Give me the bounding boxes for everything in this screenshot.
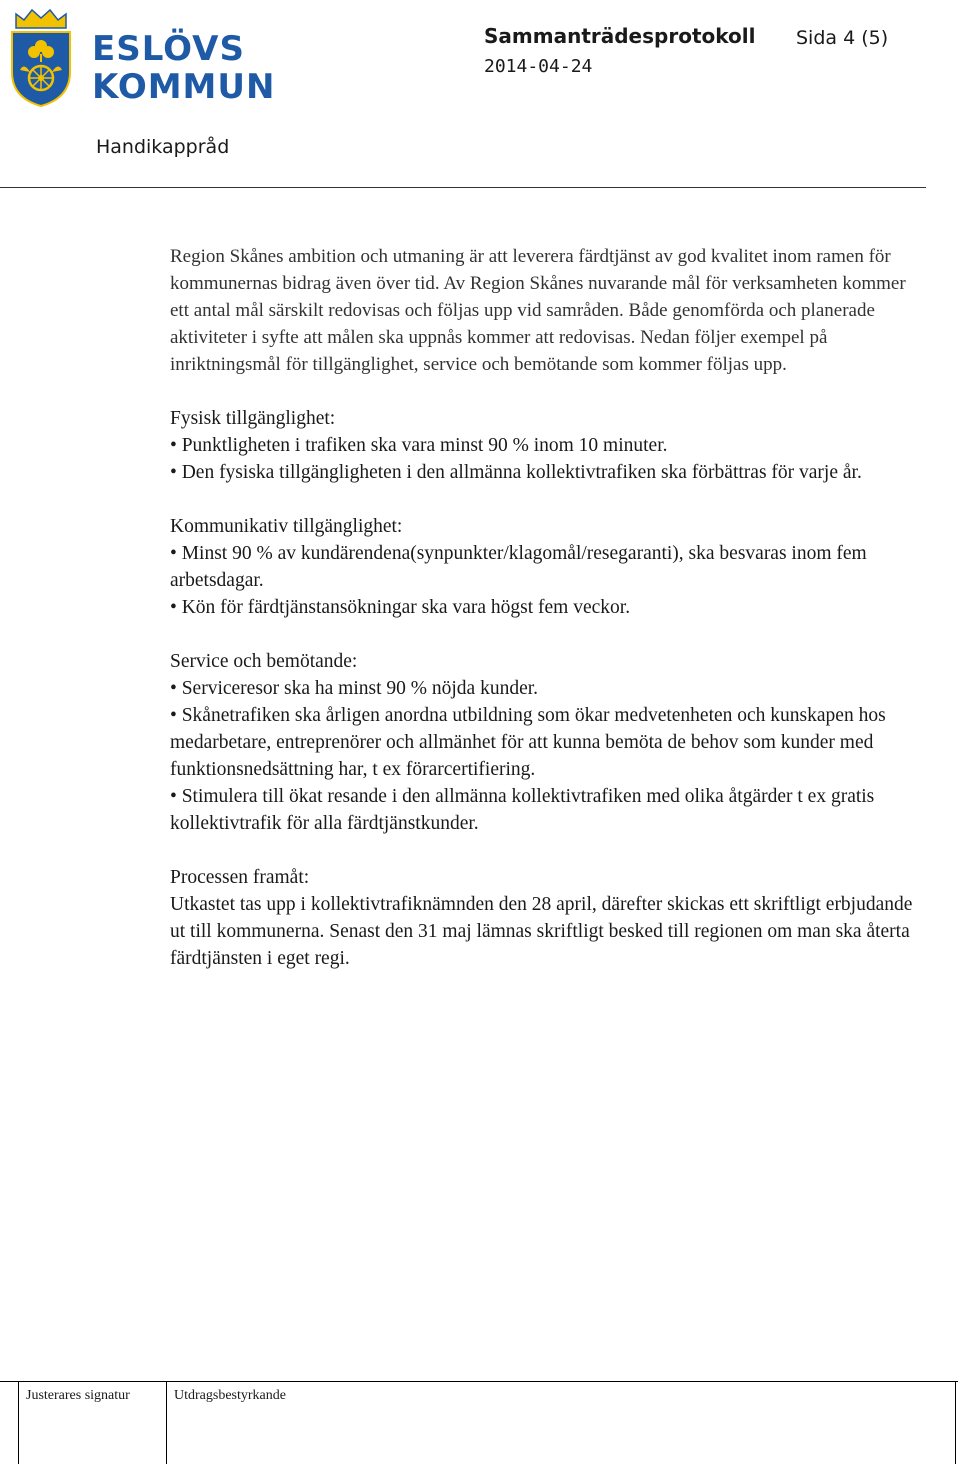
section-heading: Fysisk tillgänglighet: xyxy=(170,408,336,429)
section-physical-accessibility xyxy=(170,405,915,486)
bullet-item: • Skånetrafiken ska årligen anordna utbildning som ökar medvetenheten och kunskapen hos medarbetare, entreprenörer och allmänhet för att kunna bemöta de behov som kunder med funktionsnedsättning har, t ex förarcertifiering. xyxy=(170,702,915,783)
brand-line-2: KOMMUN xyxy=(92,67,276,107)
bullet-item: • Kön för färdtjänstansökningar ska vara högst fem veckor. xyxy=(170,594,915,621)
signature-cell xyxy=(18,1382,166,1464)
brand-line-1: ESLÖVS xyxy=(92,29,245,69)
meeting-date: 2014-04-24 xyxy=(484,56,593,77)
extract-label: Utdragsbestyrkande xyxy=(174,1388,286,1403)
bullet-item: • Den fysiska tillgängligheten i den allmänna kollektivtrafiken ska förbättras för varje år. xyxy=(170,459,915,486)
header-divider xyxy=(0,187,926,188)
section-communicative-accessibility xyxy=(170,513,915,621)
section-heading: Processen framåt: xyxy=(170,867,310,888)
document-body xyxy=(170,243,915,972)
signature-label: Justerares signatur xyxy=(26,1388,130,1403)
process-paragraph: Utkastet tas upp i kollektivtrafiknämnden den 28 april, därefter skickas ett skriftligt erbjudande ut till kommunerna. Senast den 31 maj lämnas skriftligt besked till regionen om man ska återta färdtjänsten i eget regi. xyxy=(170,894,913,969)
page-number: Sida 4 (5) xyxy=(796,27,889,49)
document-type: Sammanträdesprotokoll xyxy=(484,24,756,48)
board-name: Handikappråd xyxy=(96,136,230,158)
bullet-item: • Stimulera till ökat resande i den allmänna kollektivtrafiken med olika åtgärder t ex gratis kollektivtrafik för alla färdtjänstkunder. xyxy=(170,783,915,837)
intro-paragraph: Region Skånes ambition och utmaning är att leverera färdtjänst av god kvalitet inom ramen för kommunernas bidrag även över tid. Av Region Skånes nuvarande mål för verksamheten kommer ett antal mål särskilt redovisas och följas upp vid samråden. Både genomförda och planerade aktiviteter i syfte att målen ska uppnås kommer att redovisas. Nedan följer exempel på inriktningsmål för tillgänglighet, service och bemötande som kommer följas upp. xyxy=(170,246,906,375)
signature-footer xyxy=(0,1381,958,1464)
bullet-item: • Minst 90 % av kundärendena(synpunkter/klagomål/resegaranti), ska besvaras inom fem arbetsdagar. xyxy=(170,540,915,594)
bullet-item: • Serviceresor ska ha minst 90 % nöjda kunder. xyxy=(170,675,915,702)
section-heading: Service och bemötande: xyxy=(170,651,358,672)
municipality-wordmark xyxy=(92,30,275,106)
bullet-item: • Punktligheten i trafiken ska vara minst 90 % inom 10 minuter. xyxy=(170,432,915,459)
section-service xyxy=(170,648,915,837)
section-process xyxy=(170,864,915,972)
extract-cell xyxy=(166,1382,956,1464)
section-heading: Kommunikativ tillgänglighet: xyxy=(170,516,403,537)
coat-of-arms-icon xyxy=(8,6,74,108)
